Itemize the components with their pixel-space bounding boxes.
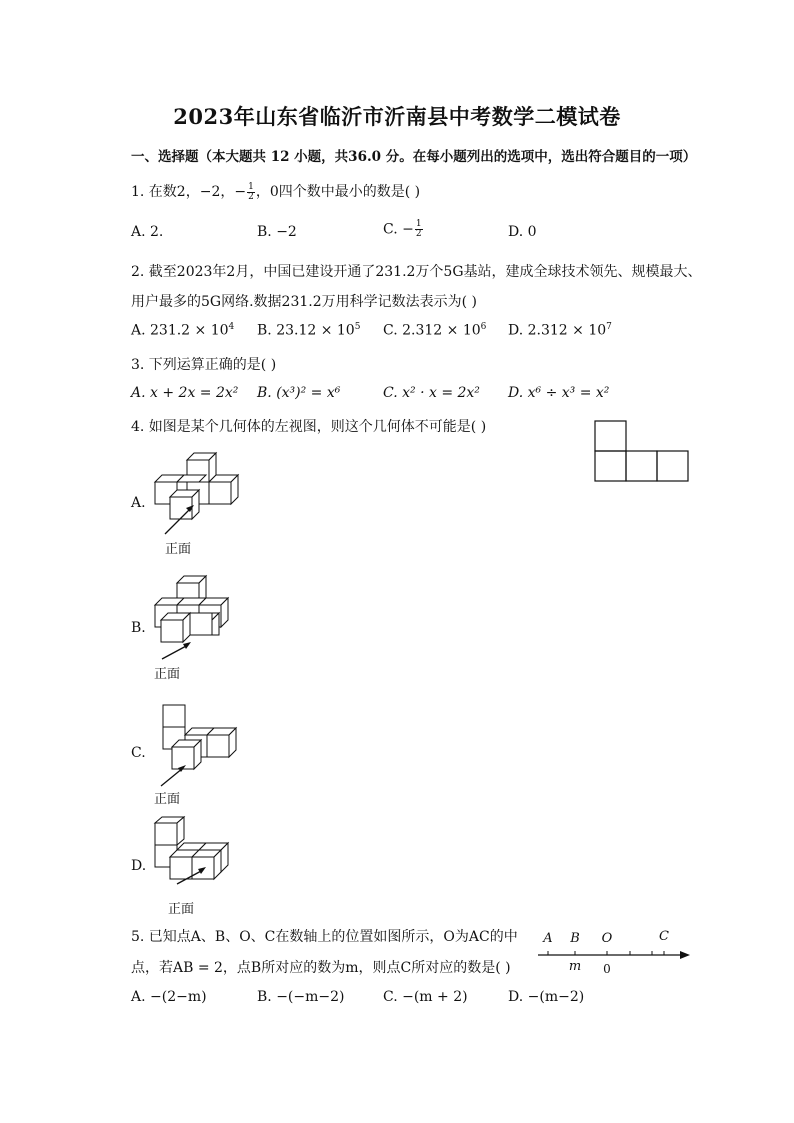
q4-a-caption: 正面 bbox=[165, 542, 192, 557]
q4-option-c-figure bbox=[150, 700, 250, 790]
axis-point-a: A bbox=[543, 931, 553, 946]
q5-option-d: D. −(m−2) bbox=[508, 989, 585, 1005]
q2-option-d: D. $2.312 \times 10^7$ bbox=[508, 322, 612, 339]
page-title: 2023年山东省临沂市沂南县中考数学二模试卷 bbox=[173, 104, 621, 129]
q5-option-a: A. −(2−m) bbox=[131, 989, 207, 1005]
q3-option-d: D. x⁶ ÷ x³ = x² bbox=[508, 385, 610, 401]
q4-c-caption: 正面 bbox=[154, 792, 181, 807]
q5-number-line bbox=[534, 925, 694, 980]
q5-line2: 点，若AB = 2，点B所对应的数为m，则点C所对应的数是( ) bbox=[131, 960, 511, 976]
q4-option-b-figure bbox=[150, 575, 250, 665]
q4-option-d-figure bbox=[150, 820, 250, 905]
q1-stem-post: ，0四个数中最小的数是( ) bbox=[255, 184, 421, 200]
axis-value-m: m bbox=[568, 959, 582, 974]
q2-line2: 用户最多的5G网络.数据231.2万用科学记数法表示为( ) bbox=[131, 294, 477, 310]
q2-option-b: B. $23.12 \times 10^5$ bbox=[257, 322, 361, 339]
q5-line1: 5. 已知点A、B、O、C在数轴上的位置如图所示，O为AC的中 bbox=[131, 929, 518, 945]
q1-option-a: A. 2. bbox=[131, 224, 164, 240]
q1-option-b: B. −2 bbox=[257, 224, 297, 240]
q4-left-view-figure bbox=[594, 420, 690, 482]
q1-stem-pre: 1. 在数2，−2，− bbox=[131, 184, 247, 200]
q4-option-a-label: A. bbox=[131, 495, 146, 511]
axis-value-zero: 0 bbox=[603, 962, 611, 976]
q2-option-a: A. $231.2 \times 10^4$ bbox=[131, 322, 235, 339]
question-1 bbox=[131, 181, 420, 202]
q3-option-c: C. x² · x = 2x² bbox=[383, 385, 480, 401]
q3-option-a: A. x + 2x = 2x² bbox=[131, 385, 239, 401]
q3-stem: 3. 下列运算正确的是( ) bbox=[131, 357, 277, 373]
q1-fraction: $\frac{1}{2}$ bbox=[248, 181, 254, 202]
q4-option-c-label: C. bbox=[131, 745, 146, 761]
q3-option-b: B. (x³)² = x⁶ bbox=[257, 385, 341, 401]
q1-option-c: C. − $\frac{1}{2}$ bbox=[383, 219, 422, 239]
q4-option-b-label: B. bbox=[131, 620, 146, 636]
axis-point-c: C bbox=[659, 929, 669, 944]
q2-line1: 2. 截至2023年2月，中国已建设开通了231.2万个5G基站，建成全球技术领先、规模最大、 bbox=[131, 264, 702, 280]
q4-d-caption: 正面 bbox=[168, 902, 195, 917]
q4-option-d-label: D. bbox=[131, 858, 147, 874]
q4-b-caption: 正面 bbox=[154, 667, 181, 682]
q4-option-a-figure bbox=[150, 452, 250, 542]
axis-point-o: O bbox=[601, 931, 613, 946]
q2-option-c: C. $2.312 \times 10^6$ bbox=[383, 322, 487, 339]
q5-option-c: C. −(m + 2) bbox=[383, 989, 468, 1005]
axis-point-b: B bbox=[570, 931, 580, 946]
q5-option-b: B. −(−m−2) bbox=[257, 989, 345, 1005]
section-heading: 一、选择题（本大题共 12 小题，共36.0 分。在每小题列出的选项中，选出符合题目的一项） bbox=[131, 149, 697, 165]
q4-stem: 4. 如图是某个几何体的左视图，则这个几何体不可能是( ) bbox=[131, 419, 487, 435]
q1-option-d: D. 0 bbox=[508, 224, 537, 240]
